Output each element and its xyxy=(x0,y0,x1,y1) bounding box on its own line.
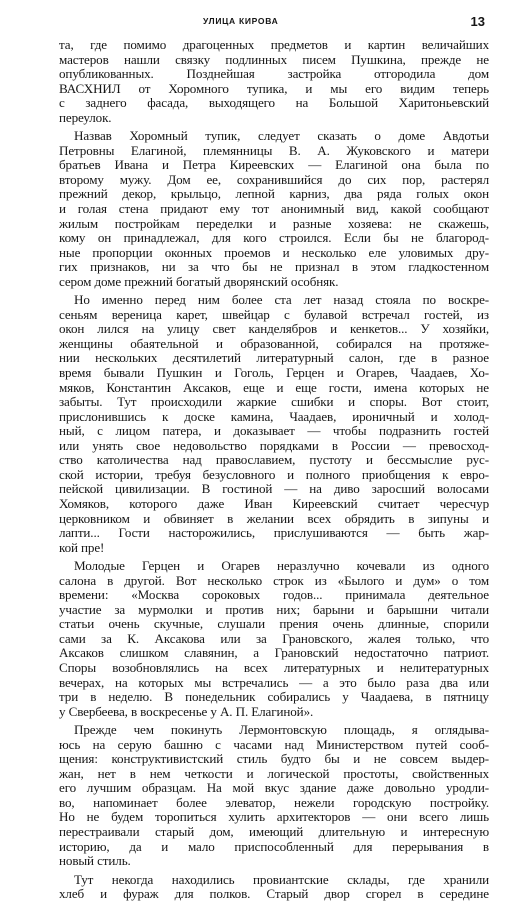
text-line: кому он принадлежал, для кого строился. Если бы не благород- xyxy=(59,230,489,246)
text-line: жилым постройкам переделки и разные хозяева: не скажешь, xyxy=(59,215,489,231)
running-title: УЛИЦА КИРОВА xyxy=(203,16,279,26)
text-line: ВАСХНИЛ от Хоромного тупика, и мы его видим теперь xyxy=(59,80,489,96)
text-line: хлеб и фураж для полков. Старый двор сгорел в середине xyxy=(59,886,489,902)
paragraph xyxy=(59,559,489,719)
text-line: лапти... Гости насторожились, прислушиваются — быть жар- xyxy=(59,525,489,541)
text-line: Прежде чем покинуть Лермонтовскую площадь, я оглядыва- xyxy=(74,722,489,738)
text-line: переулок. xyxy=(59,109,112,125)
text-line: ской истории, требуя безусловного и полного приобщения к евро- xyxy=(59,466,489,482)
text-line: во, напоминает более элеватор, нежели городскую постройку. xyxy=(59,794,489,810)
text-line: статьи очень скучные, слушали прения очень длинные, спорили xyxy=(59,616,489,632)
text-line: гих признаков, ни за что бы не признал в этом гладкостенном xyxy=(59,259,489,275)
paragraph xyxy=(59,873,489,902)
text-line: ный, с лицом патера, и доказывает — чтобы подразнить гостей xyxy=(59,423,489,439)
paragraph xyxy=(59,129,489,289)
text-line: салона в другой. Вот несколько строк из «Былого и дум» о том xyxy=(59,572,489,588)
text-line: историю, да и мало приспособленный для перерывания в xyxy=(59,838,489,854)
text-line: Аксаков слишком славянин, а Грановский недостаточно патриот. xyxy=(59,645,489,661)
text-line: ные пропорции оконных проемов и несколько еле уловимых дру- xyxy=(59,244,489,260)
paragraph xyxy=(59,38,489,125)
paragraph xyxy=(59,293,489,555)
text-line: времени: «Москва сороковых годов... принимала деятельное xyxy=(59,587,489,603)
text-line: окон лился на улицу свет канделябров и кенкетов... У хозяйки, xyxy=(59,321,489,337)
text-line: Назвав Хоромный тупик, следует сказать о доме Авдотьи xyxy=(74,128,489,144)
text-line: Молодые Герцен и Огарев неразлучно кочевали из одного xyxy=(74,558,489,574)
text-line: опубликованных. Позднейшая застройка отгородила дом xyxy=(59,66,489,82)
text-line: женщины обаятельной и образованной, собиралcя на протяже- xyxy=(59,335,489,351)
text-line: Тут некогда находились провиантские склады, где хранили xyxy=(74,871,489,887)
text-line: Хомяков, которого даже Иван Киреевский считает чересчур xyxy=(59,495,489,511)
text-line: и голая стена придают ему тот анонимный вид, какой сообщают xyxy=(59,201,489,217)
text-line: с заднего фасада, выходящего на Большой Харитоньевский xyxy=(59,95,489,111)
main-text xyxy=(59,37,489,902)
text-line: Споры возобновлялись на всех литературных и нелитературных xyxy=(59,659,489,675)
running-header xyxy=(0,16,513,32)
page-number: 13 xyxy=(470,14,485,29)
text-line: сеньям вереница карет, швейцар с булавой встречал гостей, из xyxy=(59,306,489,322)
text-line: или унять свое недовольство порядками в России — превосход- xyxy=(59,437,489,453)
text-line: сами за К. Аксакова или за Грановского, жалея только, что xyxy=(59,630,489,646)
text-line: сером доме прежний богатый дворянский особняк. xyxy=(59,273,339,289)
text-line: у Свербеева, в воскресенье у А. П. Елагиной». xyxy=(59,703,314,719)
text-line: та, где помимо драгоценных предметов и картин величайших xyxy=(59,37,489,52)
text-line: новый стиль. xyxy=(59,853,131,869)
text-line: жан, нет в нем четкости и логической простоты, свойственных xyxy=(59,765,489,781)
text-line: ство католичества над православием, пустоту и бессмыслие рус- xyxy=(59,452,489,468)
text-line: кой пре! xyxy=(59,539,105,555)
text-line: Но именно перед ним более ста лет назад стояла по воскре- xyxy=(74,292,489,308)
text-line: время бывали Пушкин и Гоголь, Герцен и Огарев, Чаадаев, Хо- xyxy=(59,365,489,381)
text-line: братьев Ивана и Петра Киреевских — Елагиной она была по xyxy=(59,157,489,173)
text-line: прислонившись к доске камина, Чаадаев, ироничный и холод- xyxy=(59,408,489,424)
text-line: забыты. Тут происходили жаркие сшибки и споры. Вот стоит, xyxy=(59,394,489,410)
text-line: мяков, Константин Аксаков, еще и еще гости, имена которых не xyxy=(59,379,489,395)
text-line: вечерах, на которых мы встречались — а это было раза два или xyxy=(59,674,489,690)
text-line: пейской цивилизации. В гостиной — на диво заросший волосами xyxy=(59,481,489,497)
text-line: мастеров нашли связку подлинных писем Пушкина, прежде не xyxy=(59,51,489,67)
text-line: Петровны Елагиной, племянницы В. А. Жуковского и матери xyxy=(59,142,489,158)
text-line: его лучшим образцам. На мой вкус здание даже довольно уродли- xyxy=(59,780,489,796)
paragraph xyxy=(59,723,489,868)
text-line: прежний декор, крыльцо, лепной карниз, два ряда голых окон xyxy=(59,186,489,202)
text-line: три в неделю. В понедельник собирались у Чаадаева, в пятницу xyxy=(59,689,489,705)
text-line: Но не будем торопиться хулить архитекторов — они всего лишь xyxy=(59,809,489,825)
text-line: перестраивали старый дом, имеющий длительную и интересную xyxy=(59,823,489,839)
text-line: нии нескольких десятилетий литературный салон, где в разное xyxy=(59,350,489,366)
text-line: церковником и обвиняет в желании всех обрядить в зипуны и xyxy=(59,510,489,526)
text-line: юсь на серую башню с часами над Министерством путей сооб- xyxy=(59,736,489,752)
text-line: щения: конструктивистский стиль будто бы и не совсем выдер- xyxy=(59,751,489,767)
text-line: второму мужу. Дом ее, сохранившийся до сих пор, растерял xyxy=(59,171,489,187)
text-line: участие за мурмолки и против них; барыни и барышни читали xyxy=(59,601,489,617)
